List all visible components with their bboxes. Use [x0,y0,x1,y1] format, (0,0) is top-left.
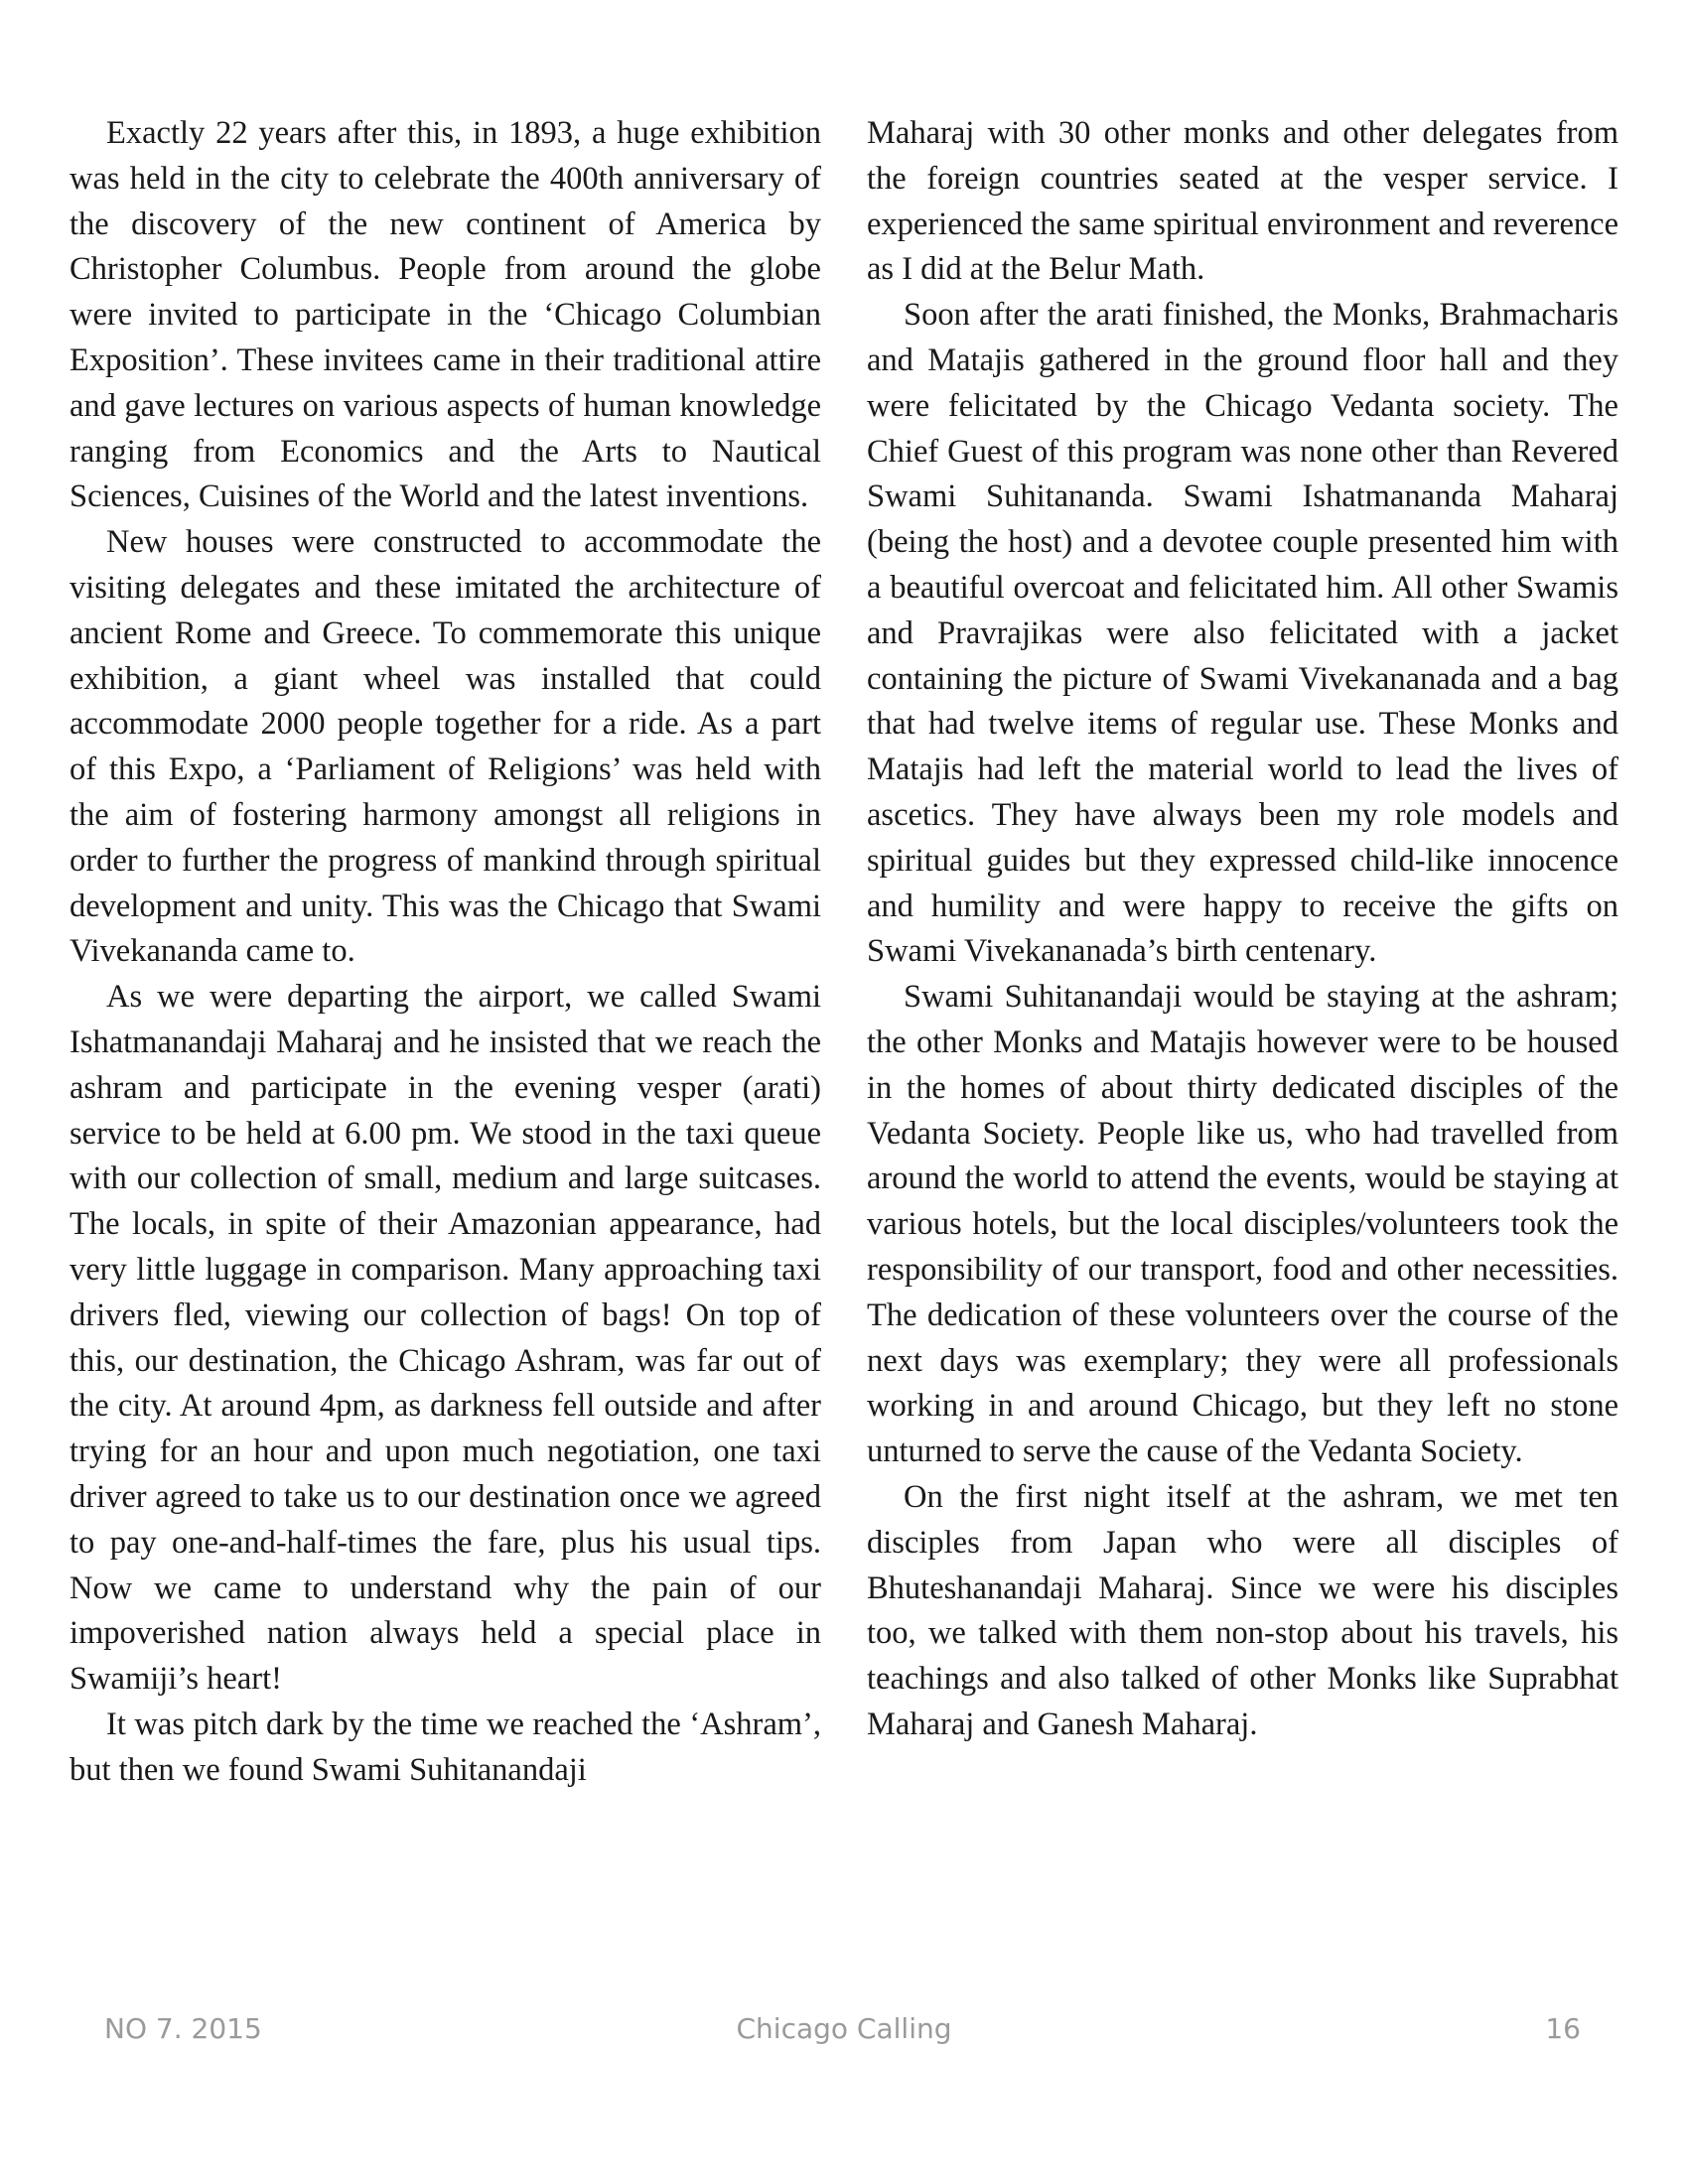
right-column [867,111,1618,1748]
paragraph: Soon after the arati finished, the Monks, Brahmacharis and Matajis gathered in the ground floor hall and they were felicitated by the Chicago Vedanta society. The Chief Guest of this program was none other than Revered Swami Suhitananda. Swami Ishatmananda Maharaj (being the host) and a devotee couple presented him with a beautiful overcoat and felicitated him. All other Swamis and Pravrajikas were also felicitated with a jacket containing the picture of Swami Vivekananada and a bag that had twelve items of regular use. These Monks and Matajis had left the material world to lead the lives of ascetics. They have always been my role models and spiritual guides but they expressed child-like innocence and humility and were happy to receive the gifts on Swami Vivekananada’s birth centenary. [867,297,1618,970]
paragraph: On the first night itself at the ashram, we met ten disciples from Japan who were all disciples of Bhuteshanandaji Maharaj. Since we were his disciples too, we talked with them non-stop about his travels, his teachings and also talked of other Monks like Suprabhat Maharaj and Ganesh Maharaj. [867,1478,1618,1742]
left-column [70,111,821,1793]
paragraph: New houses were constructed to accommodate the visiting delegates and these imitated the architecture of ancient Rome and Greece. To commemorate this unique exhibition, a giant wheel was installed that could accommodate 2000 people together for a ride. As a part of this Expo, a ‘Parliament of Religions’ was held with the aim of fostering harmony amongst all religions in order to further the progress of mankind through spiritual development and unity. This was the Chicago that Swami Vivekananda came to. [70,524,821,970]
paragraph: As we were departing the airport, we called Swami Ishatmanandaji Maharaj and he insisted that we reach the ashram and participate in the evening vesper (arati) service to be held at 6.00 pm. We stood in the taxi queue with our collection of small, medium and large suitcases. The locals, in spite of their Amazonian appearance, had very little luggage in comparison. Many approaching taxi drivers fled, viewing our collection of bags! On top of this, our destination, the Chicago Ashram, was far out of the city. At around 4pm, as darkness fell outside and after trying for an hour and upon much negotiation, one taxi driver agreed to take us to our destination once we agreed to pay one-and-half-times the fare, plus his usual tips. Now we came to understand why the pain of our impoverished nation always held a special place in Swamiji’s heart! [70,979,821,1698]
page-number: 16 [1545,2012,1581,2045]
issue-label: NO 7. 2015 [104,2012,262,2045]
page-footer [0,2012,1688,2052]
paragraph: Swami Suhitanandaji would be staying at the ashram; the other Monks and Matajis however were to be housed in the homes of about thirty dedicated disciples of the Vedanta Society. People like us, who had travelled from around the world to attend the events, would be staying at various hotels, but the local disciples/volunteers took the responsibility of our transport, food and other necessities. The dedication of these volunteers over the course of the next days was exemplary; they were all professionals working in and around Chicago, but they left no stone unturned to serve the cause of the Vedanta Society. [867,979,1618,1470]
paragraph: It was pitch dark by the time we reached the ‘Ashram’, but then we found Swami Suhitanandaji [70,1706,821,1788]
paragraph: Exactly 22 years after this, in 1893, a huge exhibition was held in the city to celebrate the 400th anniversary of the discovery of the new continent of America by Christopher Columbus. People from around the globe were invited to participate in the ‘Chicago Columbian Exposition’. These invitees came in their traditional attire and gave lectures on various aspects of human knowledge ranging from Economics and the Arts to Nautical Sciences, Cuisines of the World and the latest inventions. [70,115,821,515]
paragraph-continued: Maharaj with 30 other monks and other delegates from the foreign countries seated at the vesper service. I experienced the same spiritual environment and reverence as I did at the Belur Math. [867,115,1618,288]
publication-title: Chicago Calling [736,2012,952,2045]
